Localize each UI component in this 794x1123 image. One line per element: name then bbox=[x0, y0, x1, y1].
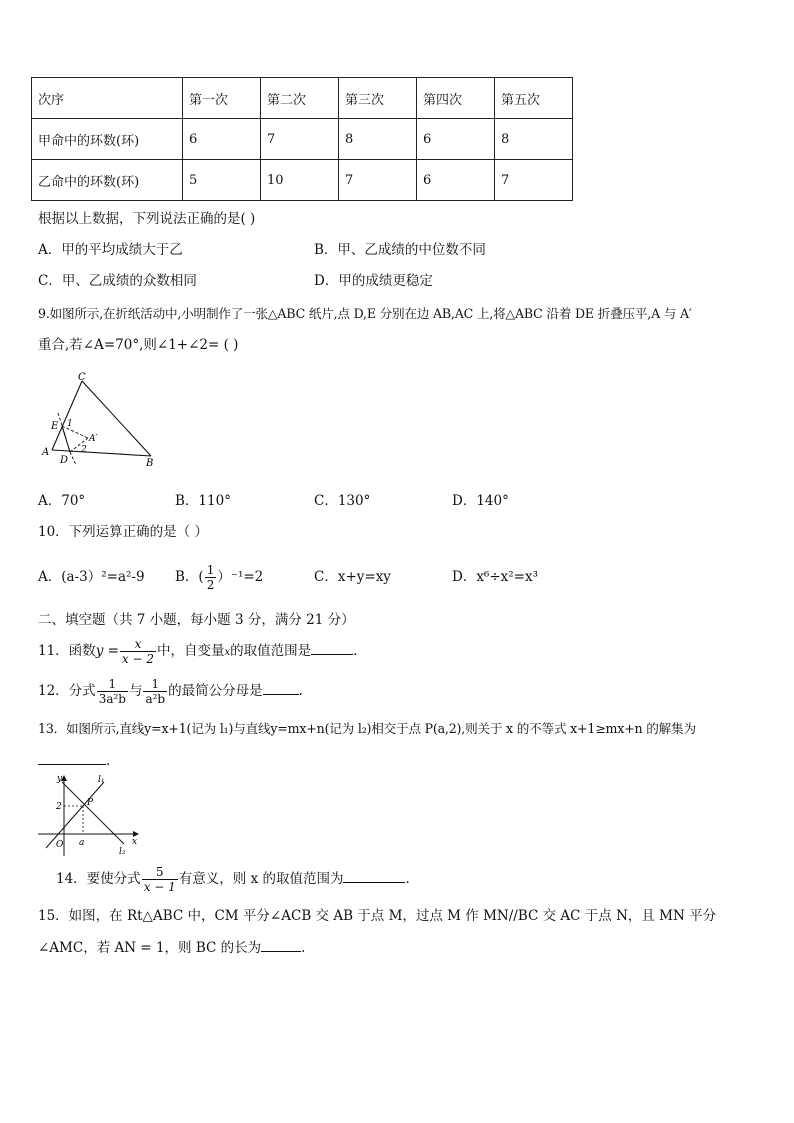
label-angle-1: 1 bbox=[67, 419, 73, 429]
q10-b-fraction bbox=[205, 563, 217, 592]
q15-text: ∠AMC，若 AN = 1，则 BC 的长为 bbox=[38, 940, 262, 956]
q8-option-c: C．甲、乙成绩的众数相同 bbox=[38, 273, 197, 289]
q11-y: y = bbox=[95, 643, 119, 659]
q12-fraction-1 bbox=[97, 677, 128, 706]
q11-prefix: 11．函数 bbox=[38, 643, 96, 659]
answer-blank[interactable] bbox=[311, 640, 353, 655]
q10-b-prefix: B．( bbox=[175, 569, 204, 585]
q11-mid: 中，自变量 bbox=[157, 643, 225, 659]
table-cell: 7 bbox=[339, 160, 417, 201]
fraction-denominator: a²b bbox=[145, 692, 166, 706]
q15-line1: 15．如图，在 Rt△ABC 中，CM 平分∠ACB 交 AB 于点 M，过点 M 作 MN//BC 交 AC 于点 N，且 MN 平分 bbox=[38, 908, 717, 924]
table-cell: 5 bbox=[183, 160, 261, 201]
q11-post: 的取值范围是 bbox=[230, 643, 312, 659]
q12 bbox=[38, 673, 303, 709]
q13-graph-figure bbox=[36, 772, 142, 858]
q11-x: x bbox=[224, 647, 231, 658]
label-e: E bbox=[51, 421, 59, 432]
q10-option-b bbox=[175, 558, 263, 596]
answer-blank[interactable] bbox=[38, 750, 106, 765]
table-cell: 6 bbox=[417, 119, 495, 160]
line-l2 bbox=[62, 782, 124, 844]
q8-option-a: A．甲的平均成绩大于乙 bbox=[38, 242, 183, 258]
table-cell: 乙命中的环数(环) bbox=[32, 160, 183, 201]
table-header-cell: 第三次 bbox=[339, 78, 417, 119]
fraction-denominator: x − 1 bbox=[143, 880, 176, 894]
table-header-cell: 次序 bbox=[32, 78, 183, 119]
fraction-numerator: 5 bbox=[142, 865, 178, 880]
q14-post: 有意义，则 x 的取值范围为 bbox=[178, 871, 344, 887]
q12-end: . bbox=[298, 683, 303, 699]
score-table bbox=[31, 77, 573, 201]
table-cell: 甲命中的环数(环) bbox=[32, 119, 183, 160]
q9-line2: 重合,若∠A=70°,则∠1+∠2= ( ) bbox=[38, 337, 239, 353]
section-heading: 二、填空题（共 7 小题，每小题 3 分，满分 21 分） bbox=[38, 612, 355, 628]
table-cell: 6 bbox=[417, 160, 495, 201]
q15-line2 bbox=[38, 937, 305, 958]
q12-mid: 与 bbox=[128, 683, 143, 699]
edge-ca bbox=[52, 381, 82, 450]
label-a: A bbox=[42, 447, 50, 458]
q13-line1: 13．如图所示,直线y=x+1(记为 l₁)与直线y=mx+n(记为 l₂)相交于点 P(a,2),则关于 x 的不等式 x+1≥mx+n 的解集为 bbox=[38, 721, 696, 736]
table-cell: 8 bbox=[339, 119, 417, 160]
q10-option-d: D．x⁶÷x²=x³ bbox=[452, 569, 539, 585]
q10-b-suffix: ）⁻¹=2 bbox=[217, 569, 264, 585]
q15-end: . bbox=[301, 940, 306, 956]
fraction-denominator: x − 2 bbox=[121, 652, 155, 666]
fraction-numerator: 1 bbox=[97, 677, 128, 692]
label-b: B bbox=[146, 458, 154, 469]
label-a: a bbox=[79, 838, 85, 848]
table-header-cell: 第五次 bbox=[495, 78, 573, 119]
answer-blank[interactable] bbox=[263, 680, 299, 695]
folded-edge-ea bbox=[62, 426, 88, 438]
q11 bbox=[38, 633, 357, 671]
table-cell: 6 bbox=[183, 119, 261, 160]
q14-end: . bbox=[405, 871, 410, 887]
label-x-axis: x bbox=[132, 837, 138, 847]
fraction-denominator: 2 bbox=[206, 578, 215, 592]
fold-extension-bottom bbox=[70, 452, 76, 465]
q12-fraction-2 bbox=[143, 677, 167, 706]
q8-stem: 根据以上数据，下列说法正确的是( ) bbox=[38, 211, 256, 227]
table-header-cell: 第一次 bbox=[183, 78, 261, 119]
fraction-numerator: 1 bbox=[206, 563, 215, 577]
label-p: P bbox=[87, 798, 94, 808]
table-header-cell: 第四次 bbox=[417, 78, 495, 119]
q14-prefix: 14．要使分式 bbox=[56, 871, 141, 887]
q9-option-a: A．70° bbox=[38, 493, 86, 509]
label-origin: O bbox=[56, 840, 64, 850]
q10-stem: 10．下列运算正确的是（ ） bbox=[38, 524, 208, 540]
label-angle-2: 2 bbox=[81, 445, 87, 455]
q10-option-c: C．x+y=xy bbox=[314, 569, 391, 585]
label-l2: l₂ bbox=[119, 847, 126, 857]
q9-option-c: C．130° bbox=[314, 493, 371, 509]
fraction-numerator: x bbox=[120, 637, 156, 652]
q8-option-b: B．甲、乙成绩的中位数不同 bbox=[314, 242, 486, 258]
label-c: C bbox=[78, 372, 86, 383]
q9-line1: 9.如图所示,在折纸活动中,小明制作了一张△ABC 纸片,点 D,E 分别在边 AB,AC 上,将△ABC 沿着 DE 折叠压平,A 与 A′ bbox=[38, 306, 692, 321]
q12-prefix: 12．分式 bbox=[38, 683, 96, 699]
q14-fraction bbox=[142, 865, 178, 894]
label-two: 2 bbox=[56, 802, 62, 812]
table-header-row bbox=[32, 78, 573, 119]
table-cell: 8 bbox=[495, 119, 573, 160]
q9-option-d: D．140° bbox=[452, 493, 509, 509]
table-cell: 10 bbox=[261, 160, 339, 201]
table-row bbox=[32, 119, 573, 160]
table-row bbox=[32, 160, 573, 201]
table-cell: 7 bbox=[495, 160, 573, 201]
edge-cb bbox=[82, 381, 151, 456]
q13-line2 bbox=[38, 750, 110, 771]
q9-option-b: B．110° bbox=[175, 493, 231, 509]
label-d: D bbox=[60, 455, 69, 466]
answer-blank[interactable] bbox=[343, 868, 405, 883]
q11-end: . bbox=[353, 643, 358, 659]
q11-fraction bbox=[120, 637, 156, 666]
table-header-cell: 第二次 bbox=[261, 78, 339, 119]
fraction-denominator: 3a²b bbox=[98, 692, 126, 706]
fraction-numerator: 1 bbox=[143, 677, 167, 692]
q13-end: . bbox=[106, 753, 111, 769]
q9-triangle-figure bbox=[38, 368, 168, 473]
q8-option-d: D．甲的成绩更稳定 bbox=[314, 273, 433, 289]
label-l1: l₁ bbox=[98, 775, 105, 785]
label-a-prime: A′ bbox=[89, 434, 98, 444]
q12-post: 的最简公分母是 bbox=[168, 683, 263, 699]
q14 bbox=[56, 861, 410, 897]
answer-blank[interactable] bbox=[261, 937, 301, 952]
table-cell: 7 bbox=[261, 119, 339, 160]
q10-option-a: A．(a-3）²=a²-9 bbox=[38, 569, 145, 585]
label-y-axis: y bbox=[57, 774, 63, 784]
